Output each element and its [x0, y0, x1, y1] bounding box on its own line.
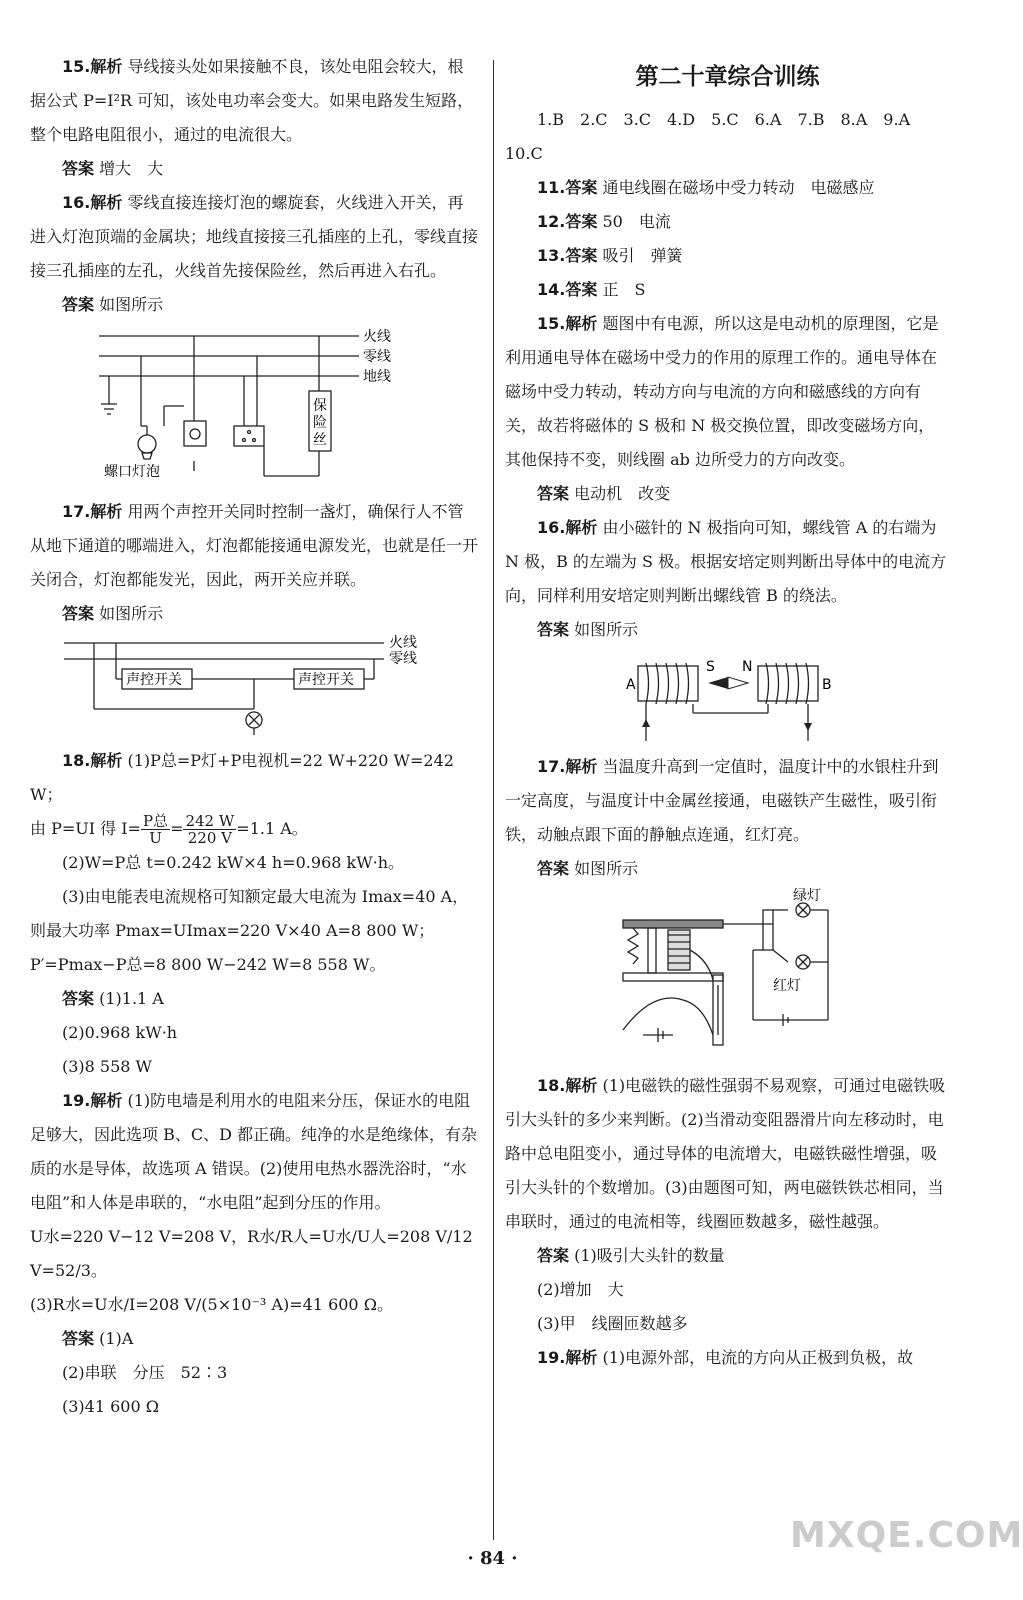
q15-answer: 答案 电动机 改变 [537, 484, 671, 503]
fuse-label: 险 [313, 415, 327, 431]
column-divider [493, 60, 494, 1540]
fire-line-label: 火线 [363, 329, 391, 345]
q16-analysis: 16.解析 零线直接连接灯泡的螺旋套，火线进入开关，再进入灯泡顶端的金属块；地线直接接三孔插座的上孔，零线直接接三孔插座的左孔，火线首先接保险丝，然后再进入右孔。 [30, 193, 479, 280]
solenoid-b-label: B [821, 677, 832, 693]
q15-analysis: 15.解析 导线接头处如果接触不良，该处电阻会较大，根据公式 P=I²R 可知，该处电功率会变大。如果电路发生短路，整个电路电阻很小，通过的电流很大。 [30, 57, 474, 144]
q18-analysis-3: (2)W=P总 t=0.242 kW×4 h=0.968 kW·h。 [62, 853, 405, 872]
fuse-label: 保 [313, 398, 327, 414]
page-number: · 84 · [467, 1548, 518, 1569]
q16-answer: 答案 如图所示 [537, 620, 639, 639]
green-light-label: 绿灯 [792, 888, 821, 904]
q19-analysis-3: (3)R水=U水/I=208 V/(5×10⁻³ A)=41 600 Ω。 [30, 1295, 393, 1314]
q19-analysis: 19.解析 (1)电源外部，电流的方向从正极到负极，故 [537, 1348, 914, 1367]
neutral-line-label: 零线 [363, 349, 391, 365]
q11-answer: 11.答案 通电线圈在磁场中受力转动 电磁感应 [537, 178, 875, 197]
fraction: $\frac{242 W}{220 V}$ [185, 812, 235, 847]
fire-line-label: 火线 [389, 635, 417, 651]
multiple-choice-answers-2: 10.C [505, 144, 543, 163]
q18-answer: 答案 (1)吸引大头针的数量 [537, 1246, 725, 1265]
sound-switch-1-label: 声控开关 [126, 672, 182, 688]
watermark: MXQE.COM [790, 1515, 1023, 1556]
q18-answer-2: (2)增加 大 [537, 1280, 624, 1299]
household-circuit-diagram [89, 326, 419, 491]
q17-answer: 答案 如图所示 [62, 604, 164, 623]
q17-analysis: 17.解析 当温度升高到一定值时，温度计中的水银柱升到一定高度，与温度计中金属丝接通，电磁铁产生磁性，吸引衔铁，动触点跟下面的静触点连通，红灯亮。 [505, 757, 939, 844]
q16-analysis: 16.解析 由小磁针的 N 极指向可知，螺线管 A 的右端为 N 极，B 的左端为 S 极。根据安培定则判断出导体中的电流方向，同样利用安培定则判断出螺线管 B 的绕法。 [505, 518, 947, 605]
q18-analysis-5: P′=Pmax−P总=8 800 W−242 W=8 558 W。 [30, 955, 386, 974]
q13-answer: 13.答案 吸引 弹簧 [537, 246, 683, 265]
q19-analysis-2: U水=220 V−12 V=208 V，R水/R人=U水/U人=208 V/12 V=52/3。 [30, 1227, 473, 1280]
q12-answer: 12.答案 50 电流 [537, 212, 671, 231]
q19-analysis: 19.解析 (1)防电墙是利用水的电阻来分压，保证水的电阻足够大，因此选项 B、C、D 都正确。纯净的水是绝缘体，有杂质的水是导体，故选项 A 错误。(2)使用电热水器洗浴时，“水电阻”和人体是串联的，“水电阻”起到分压的作用。 [30, 1091, 478, 1212]
q19-answer-3: (3)41 600 Ω [62, 1397, 159, 1416]
neutral-line-label: 零线 [389, 651, 417, 667]
q17-answer: 答案 如图所示 [537, 859, 639, 878]
q18-analysis: 18.解析 (1)电磁铁的磁性强弱不易观察，可通过电磁铁吸引大头针的多少来判断。(2)当滑动变阻器滑片向左移动时，电路中总电阻变小，通过导体的电流增大，电磁铁磁性增强，吸引大头针的个数增加。(3)由题图可知，两电磁铁铁芯相同，当串联时，通过的电流相等，线圈匝数越多，磁性越强。 [505, 1076, 946, 1231]
q16-answer: 答案 如图所示 [62, 295, 164, 314]
q19-answer: 答案 (1)A [62, 1329, 134, 1348]
fuse-label: 丝 [313, 432, 327, 448]
q15-answer: 答案 增大 大 [62, 159, 164, 178]
right-column [505, 50, 950, 1375]
q15-analysis: 15.解析 题图中有电源，所以这是电动机的原理图，它是利用通电导体在磁场中受力的作用的原理工作的。通电导体在磁场中受力转动，转动方向与电流的方向和磁感线的方向有关，故若将磁体的 S 极和 N 极交换位置，即改变磁场方向，其他保持不变，则线圈 ab 边所受力的方向改变。 [505, 314, 939, 469]
n-pole-label: N [741, 659, 752, 675]
sound-switch-2-label: 声控开关 [298, 672, 354, 688]
q18-analysis-2: 由 P=UI 得 I= $\frac{\text{P总}}{U}$ = $\frac{242 W}{220 V}$ =1.1 A。 [30, 812, 308, 847]
q18-analysis-4: (3)由电能表电流规格可知额定最大电流为 Imax=40 A，则最大功率 Pmax=UImax=220 V×40 A=8 800 W； [30, 887, 469, 940]
q18-answer: 答案 (1)1.1 A [62, 989, 164, 1008]
q18-answer-3: (3)甲 线圈匝数越多 [537, 1314, 688, 1333]
chapter-title: 第二十章综合训练 [635, 64, 820, 90]
left-column [30, 50, 478, 1424]
q18-analysis-1: 18.解析 (1)P总=P灯+P电视机=22 W+220 W=242 W； [30, 751, 454, 804]
q17-analysis: 17.解析 用两个声控开关同时控制一盏灯，确保行人不管从地下通道的哪端进入，灯泡都能接通电源发光，也就是任一开关闭合，灯泡都能发光，因此，两开关应并联。 [30, 502, 479, 589]
red-light-label: 红灯 [772, 978, 801, 994]
fraction: $\frac{\text{P总}}{U}$ [142, 812, 169, 847]
temperature-alarm-diagram [613, 890, 843, 1065]
solenoid-diagram [618, 651, 838, 746]
ground-line-label: 地线 [363, 369, 391, 385]
q14-answer: 14.答案 正 S [537, 280, 646, 299]
multiple-choice-answers: 1.B 2.C 3.C 4.D 5.C 6.A 7.B 8.A 9.A [537, 110, 911, 129]
q18-answer-2: (2)0.968 kW·h [62, 1023, 178, 1042]
solenoid-a-label: A [625, 677, 636, 693]
sound-switch-circuit-diagram [54, 635, 454, 740]
s-pole-label: S [705, 659, 715, 675]
bulb-label: 螺口灯泡 [104, 464, 160, 480]
q19-answer-2: (2)串联 分压 52∶3 [62, 1363, 228, 1382]
q18-answer-3: (3)8 558 W [62, 1057, 152, 1076]
